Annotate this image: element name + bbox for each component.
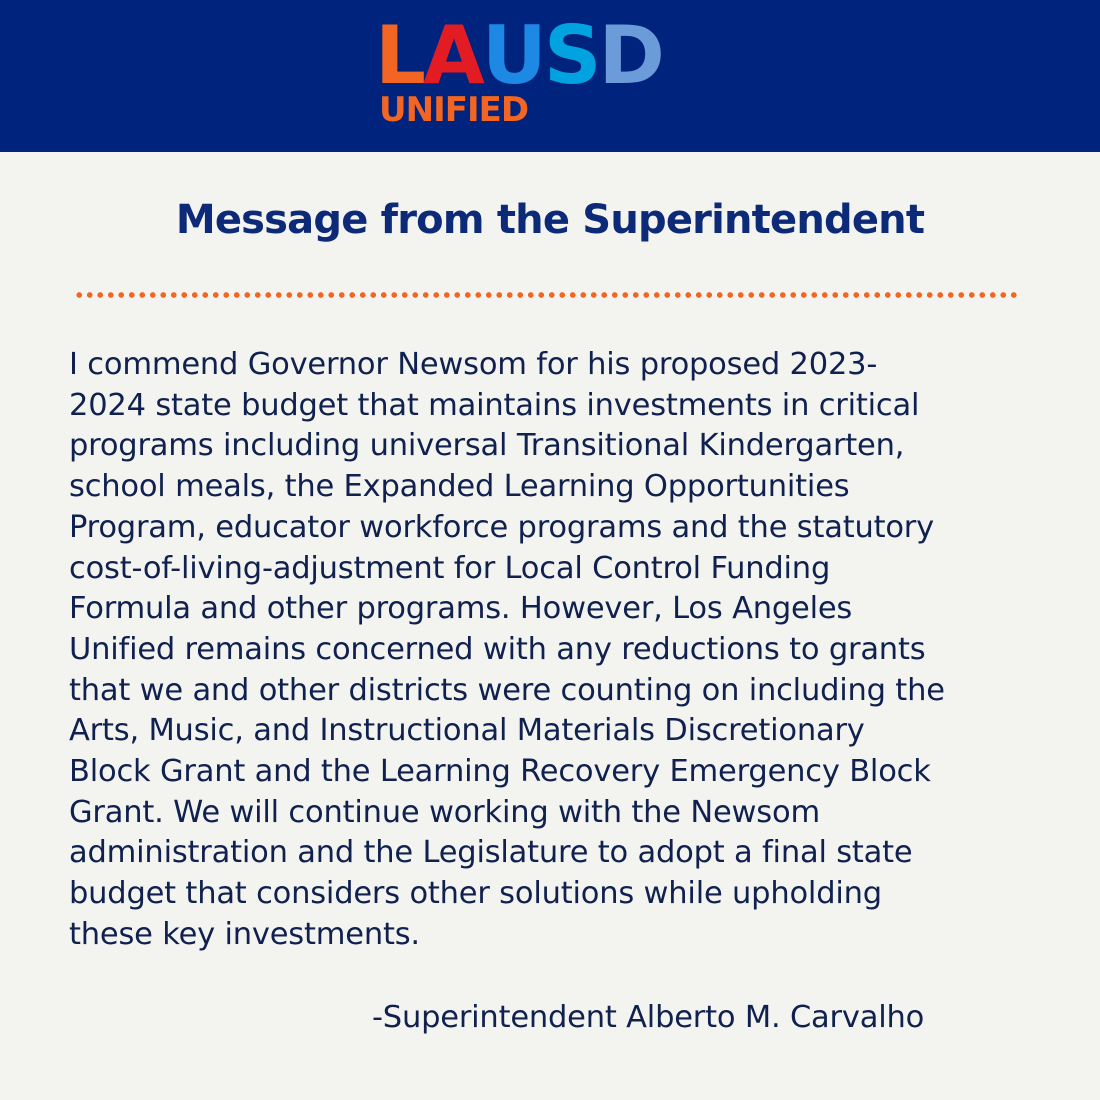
logo-subtitle: UNIFIED — [379, 90, 529, 130]
body-line: administration and the Legislature to adopt a final state — [69, 835, 913, 871]
body-line: Arts, Music, and Instructional Materials Discretionary — [69, 713, 865, 749]
body-line: school meals, the Expanded Learning Opportunities — [69, 469, 850, 505]
body-line: programs including universal Transitional Kindergarten, — [69, 428, 905, 464]
page-title: Message from the Superintendent — [175, 197, 925, 243]
body-line: Grant. We will continue working with the Newsom — [69, 794, 820, 830]
lausd-logo — [375, 9, 735, 132]
body-line: Formula and other programs. However, Los Angeles — [69, 591, 853, 627]
body-line: 2024 state budget that maintains investments in critical — [69, 387, 920, 423]
logo-letter-a: A — [422, 9, 482, 102]
body-line: these key investments. — [69, 916, 420, 952]
message-body — [69, 345, 1041, 956]
signature: -Superintendent Alberto M. Carvalho — [372, 1000, 925, 1035]
body-line: Block Grant and the Learning Recovery Emergency Block — [69, 754, 931, 790]
logo-letter-d: D — [598, 9, 662, 102]
body-line: budget that considers other solutions while upholding — [69, 876, 882, 912]
body-line: cost-of-living-adjustment for Local Control Funding — [69, 550, 831, 586]
logo-wordmark — [375, 9, 662, 102]
logo-letter-u: U — [481, 9, 544, 102]
dotted-divider — [74, 291, 1020, 299]
body-line: I commend Governor Newsom for his proposed 2023- — [69, 347, 878, 382]
body-line: Program, educator workforce programs and the statutory — [69, 509, 934, 545]
body-line: Unified remains concerned with any reductions to grants — [69, 631, 926, 667]
header-banner — [0, 0, 1100, 152]
logo-letter-l: L — [375, 9, 423, 102]
body-line: that we and other districts were counting on including the — [69, 672, 945, 708]
logo-letter-s: S — [543, 9, 599, 102]
